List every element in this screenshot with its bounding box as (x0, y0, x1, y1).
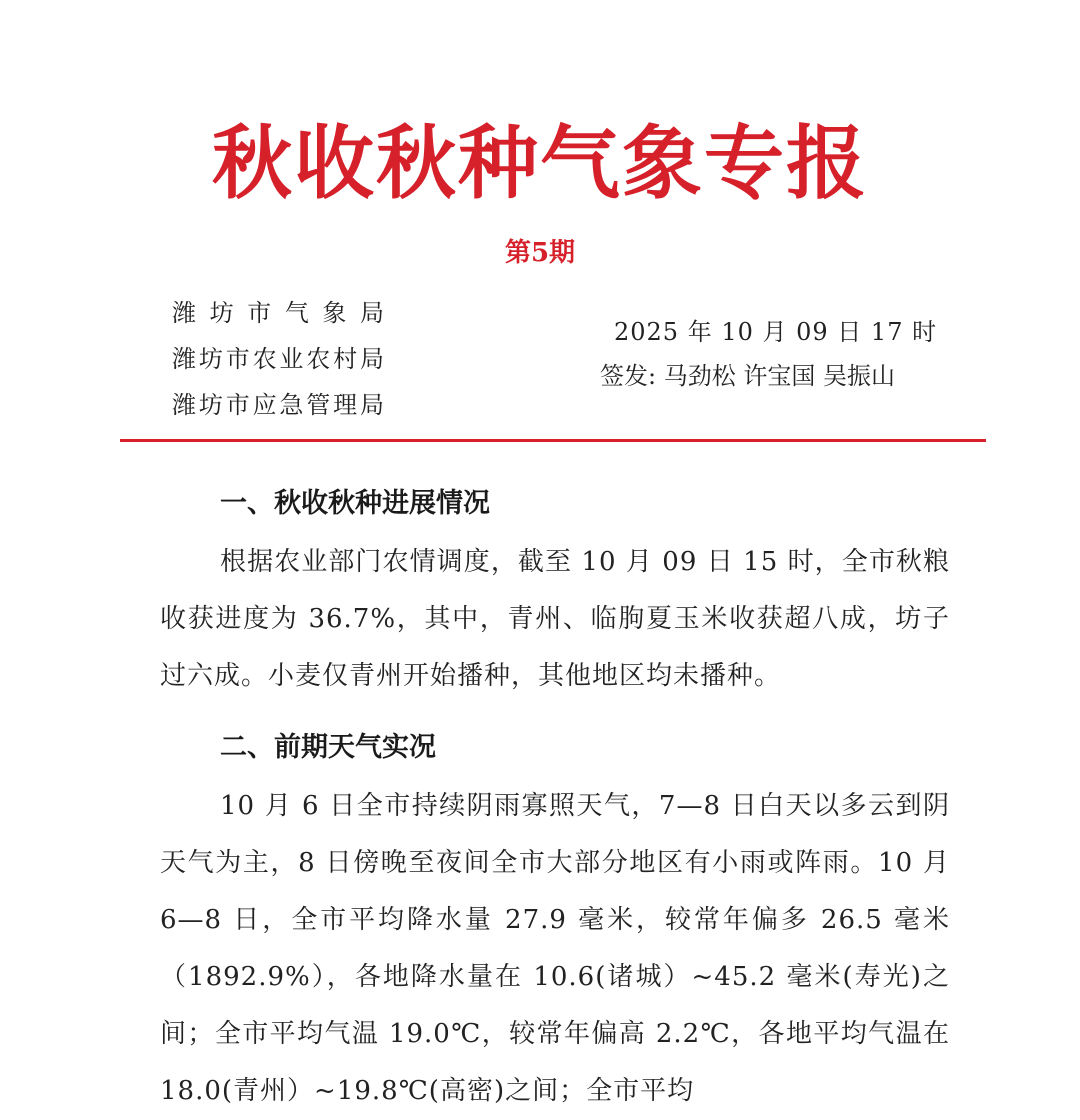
header-divider (120, 439, 986, 442)
issuer-item: 潍坊市气象局 (172, 299, 384, 327)
section-body: 根据农业部门农情调度，截至 10 月 09 日 15 时，全市秋粮收获进度为 36.7%，其中，青州、临朐夏玉米收获超八成，坊子过六成。小麦仅青州开始播种，其他地区均未播种。 (160, 547, 950, 691)
issue-number: 第5期 (504, 238, 576, 268)
document-title: 秋收秋种气象专报 (212, 116, 868, 210)
section-body: 10 月 6 日全市持续阴雨寡照天气，7—8 日白天以多云到阴天气为主，8 日傍晚至夜间全市大部分地区有小雨或阵雨。10 月 6—8 日，全市平均降水量 27.9 毫米，较常年偏多 26.5 毫米（1892.9%），各地降水量在 10.6(诸城）~45.2 毫米(寿光)之间；全市平均气温 19.0℃，较常年偏高 2.2℃，各地平均气温在 18.0(青州）~19.8℃(高密)之间；全市平均 (160, 791, 950, 1106)
signatories: 签发: 马劲松 许宝国 吴振山 (600, 362, 895, 390)
issuer-item: 潍坊市应急管理局 (172, 391, 384, 419)
issuer-item: 潍坊市农业农村局 (172, 345, 384, 373)
section-heading: 一、秋收秋种进展情况 (220, 488, 490, 519)
section-weather-observation (160, 728, 950, 1120)
section-harvest-progress (160, 484, 950, 705)
section-heading: 二、前期天气实况 (220, 732, 436, 763)
issue-meta (600, 310, 960, 398)
issuer-list (172, 290, 412, 428)
issue-date: 2025 年 10 月 09 日 17 时 (614, 318, 938, 346)
